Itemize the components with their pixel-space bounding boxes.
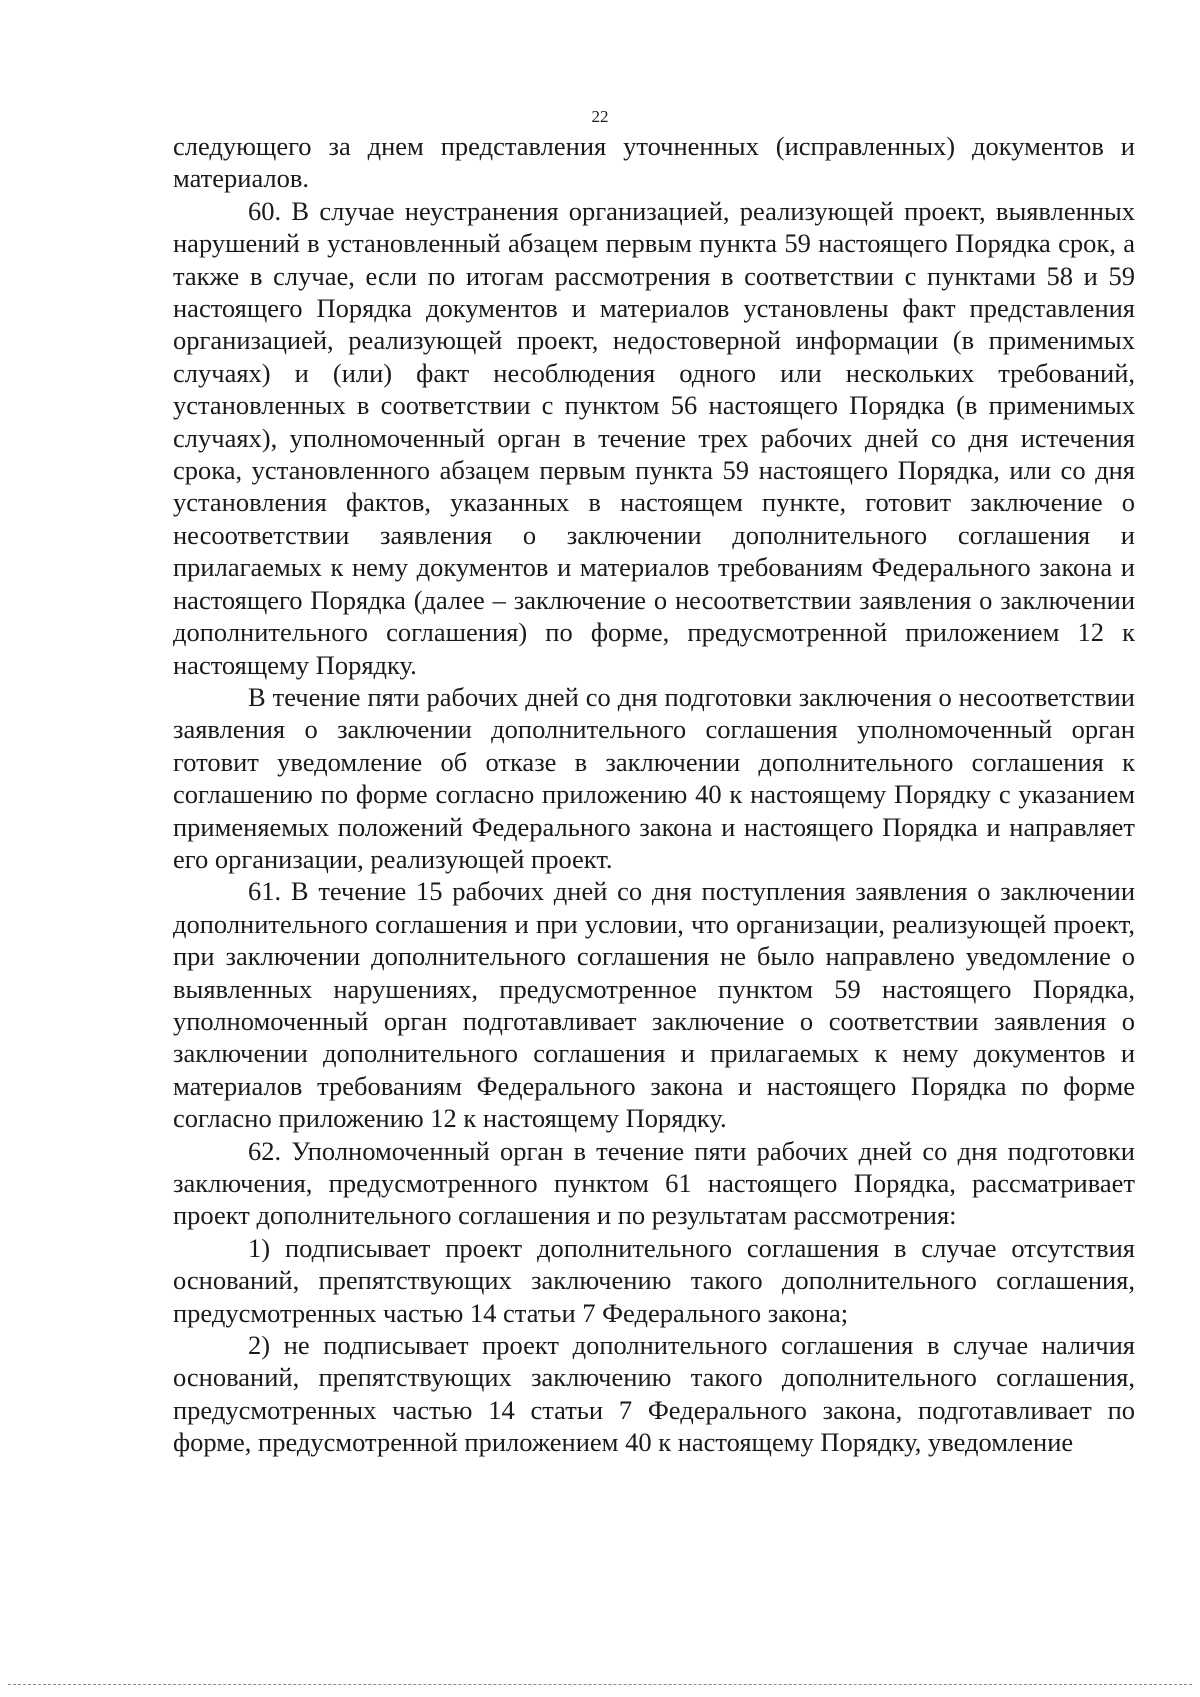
paragraph-continuation: следующего за днем представления уточненных (исправленных) документов и материалов. [173,131,1135,194]
paragraph-60-second: В течение пяти рабочих дней со дня подготовки заключения о несоответствии заявления о заключении дополнительного соглашения уполномоченный орган готовит уведомление об отказе в заключении дополнительного соглашения к соглашению по форме согласно приложению 40 к настоящему Порядку с указанием применяемых положений Федерального закона и настоящего Порядка и направляет его организации, реализующей проект. [173,681,1135,874]
paragraph-62: 62. Уполномоченный орган в течение пяти рабочих дней со дня подготовки заключения, предусмотренного пунктом 61 настоящего Порядка, рассматривает проект дополнительного соглашения и по результатам рассмотрения: [173,1135,1135,1231]
document-body [173,130,1135,1459]
paragraph-62-item-1: 1) подписывает проект дополнительного соглашения в случае отсутствия оснований, препятствующих заключению такого дополнительного соглашения, предусмотренных частью 14 статьи 7 Федерального закона; [173,1232,1135,1328]
page-number: 22 [591,107,609,126]
paragraph-61: 61. В течение 15 рабочих дней со дня поступления заявления о заключении дополнительного соглашения и при условии, что организации, реализующей проект, при заключении дополнительного соглашения не было направлено уведомление о выявленных нарушениях, предусмотренное пунктом 59 настоящего Порядка, уполномоченный орган подготавливает заключение о соответствии заявления о заключении дополнительного соглашения и прилагаемых к нему документов и материалов требованиям Федерального закона и настоящего Порядка по форме согласно приложению 12 к настоящему Порядку. [173,876,1135,1134]
scan-bottom-edge [8,1684,1192,1685]
paragraph-60: 60. В случае неустранения организацией, реализующей проект, выявленных нарушений в установленный абзацем первым пункта 59 настоящего Порядка срок, а также в случае, если по итогам рассмотрения в соответствии с пунктами 58 и 59 настоящего Порядка документов и материалов установлены факт представления организацией, реализующей проект, недостоверной информации (в применимых случаях) и (или) факт несоблюдения одного или нескольких требований, установленных в соответствии с пунктом 56 настоящего Порядка (в применимых случаях), уполномоченный орган в течение трех рабочих дней со дня истечения срока, установленного абзацем первым пункта 59 настоящего Порядка, или со дня установления фактов, указанных в настоящем пункте, готовит заключение о несоответствии заявления о заключении дополнительного соглашения и прилагаемых к нему документов и материалов требованиям Федерального закона и настоящего Порядка (далее – заключение о несоответствии заявления о заключении дополнительного соглашения) по форме, предусмотренной приложением 12 к настоящему Порядку. [173,195,1135,680]
paragraph-62-item-2: 2) не подписывает проект дополнительного соглашения в случае наличия оснований, препятствующих заключению такого дополнительного соглашения, предусмотренных частью 14 статьи 7 Федерального закона, подготавливает по форме, предусмотренной приложением 40 к настоящему Порядку, уведомление [173,1330,1135,1458]
